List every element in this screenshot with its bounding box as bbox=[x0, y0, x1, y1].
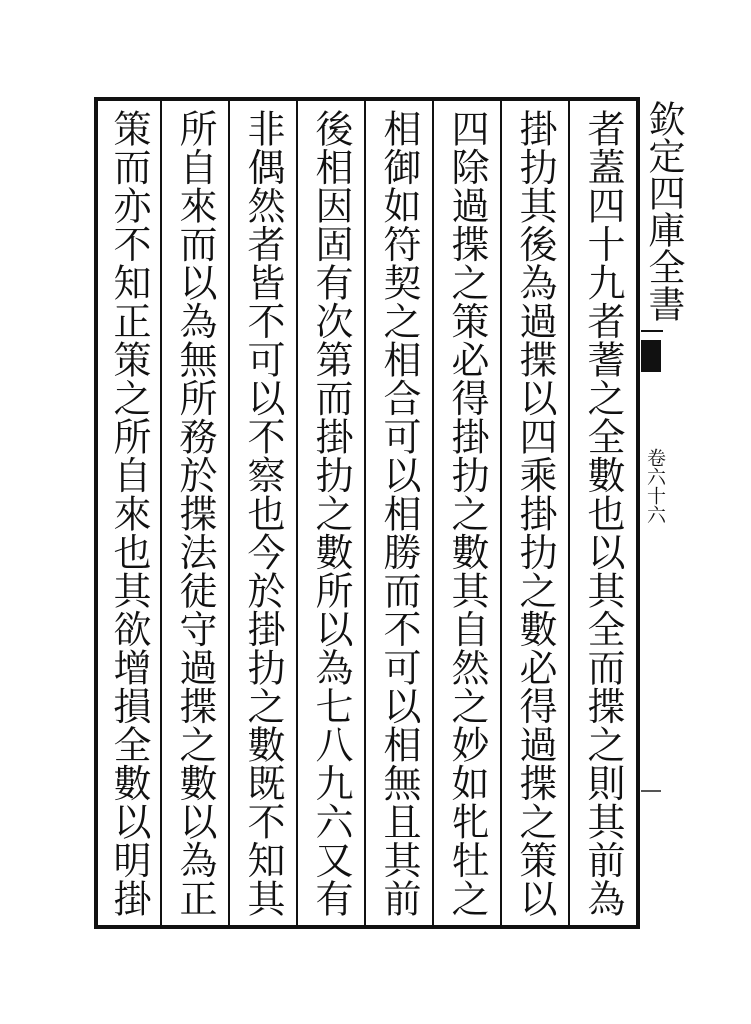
text-column-8: 策而亦不知正策之所自來也其欲增損全數以明掛 bbox=[107, 109, 151, 918]
column-rule bbox=[432, 101, 434, 925]
text-column-3: 四除過揲之策必得掛扐之數其自然之妙如牝牡之 bbox=[445, 109, 489, 918]
page-border-frame bbox=[94, 97, 640, 929]
text-column-2: 掛扐其後為過揲以四乘掛扐之數必得過揲之策以 bbox=[513, 109, 557, 918]
column-rule bbox=[296, 101, 298, 925]
text-column-7: 所自來而以為無所務於揲法徒守過揲之數以為正 bbox=[173, 109, 217, 918]
column-rule bbox=[500, 101, 502, 925]
column-rule bbox=[160, 101, 162, 925]
column-rule bbox=[568, 101, 570, 925]
margin-tick bbox=[641, 790, 661, 792]
text-column-1: 者蓋四十九者蓍之全數也以其全而揲之則其前為 bbox=[581, 109, 625, 918]
text-column-4: 相御如符契之相合可以相勝而不可以相無且其前 bbox=[377, 109, 421, 918]
fish-tail-mark bbox=[641, 340, 661, 372]
column-rule bbox=[228, 101, 230, 925]
fish-tail-line bbox=[641, 330, 663, 332]
text-column-5: 後相因固有次第而掛扐之數所以為七八九六又有 bbox=[309, 109, 353, 918]
juan-number: 卷六十六 bbox=[644, 448, 666, 524]
column-rule bbox=[364, 101, 366, 925]
book-title: 欽定四庫全書 bbox=[642, 100, 685, 322]
text-column-6: 非偶然者皆不可以不察也今於掛扐之數既不知其 bbox=[241, 109, 285, 918]
